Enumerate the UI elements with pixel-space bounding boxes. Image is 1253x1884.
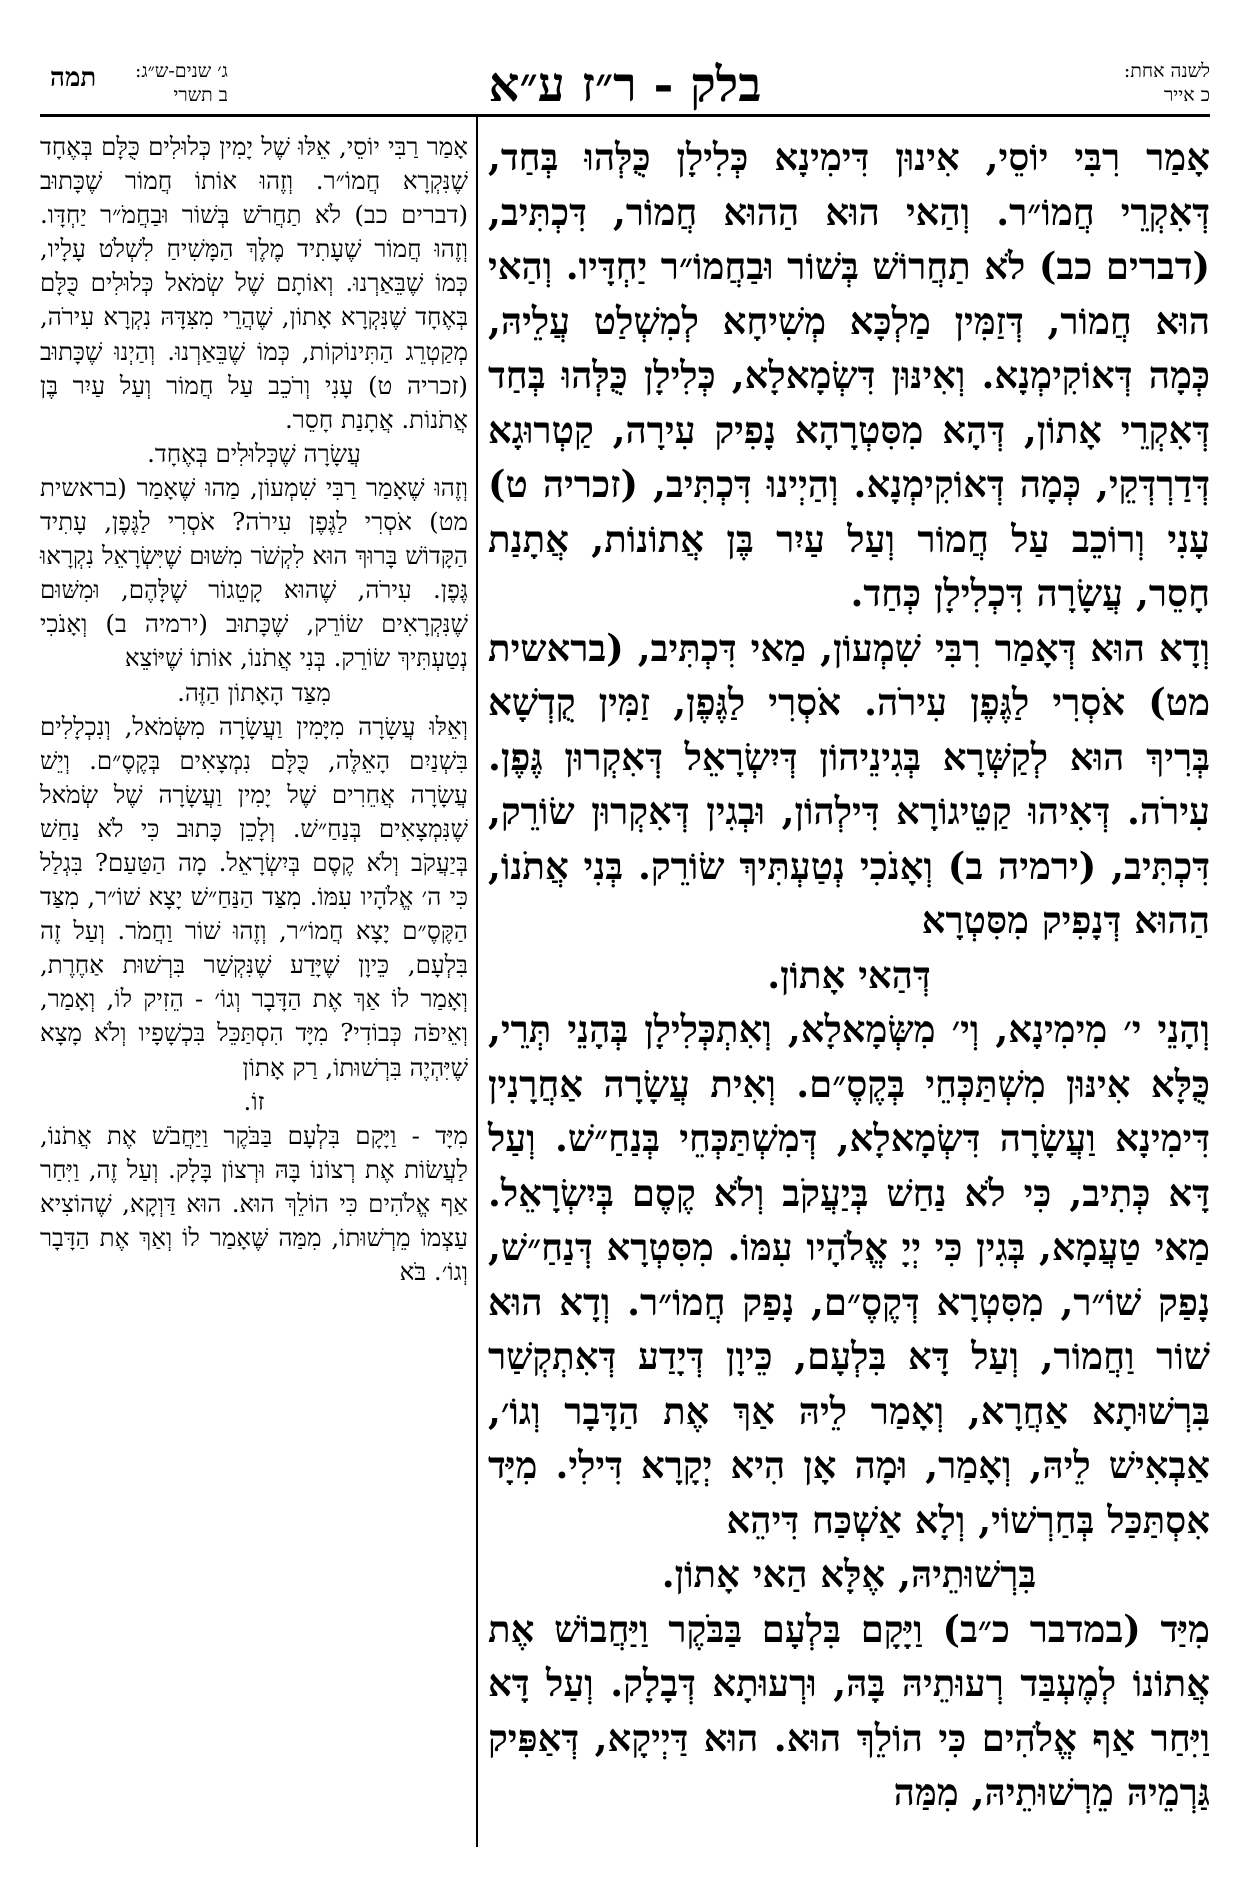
page-header [40, 55, 1210, 115]
main-paragraph: אָמַר רִבִּי יוֹסֵי, אִינוּן דִּימִינָא כְּלִילָן כֻּלְּהוּ בְּחַד, דְּאִקְרֵי חֲמוֹ״ר. וְהַאי הוּא הַהוּא חֲמוֹר, דִּכְתִּיב, (דברים כב) לֹא תַחֲרוֹשׁ בְּשׁוֹר וּבַחֲמוֹ״ר יַחְדָּיו. וְהַאי הוּא חֲמוֹר, דְּזַמִּין מַלְכָּא מְשִׁיחָא לְמִשְׁלַט עֲלֵיהּ, כְּמָה דְּאוֹקִימְנָא. וְאִינּוּן דִּשְׂמָאלָא, כְּלִילָן כֻּלְּהוּ בְּחַד דְּאִקְרֵי אָתוֹן, דְּהָא מִסִּטְרָהָא נָפִיק עִירָה, קַטְרוּגָא דְּדַרְדְּקֵי, כְּמָה דְּאוֹקִימְנָא. וְהַיְינוּ דִּכְתִּיב, (זכריה ט) עָנִי וְרוֹכֵב עַל חֲמוֹר וְעַל עַיִר בֶּן אֲתוֹנוֹת, אֲתָנַת חָסֵר, עֲשָׂרָה דִּכְלִילָן כְּחַד. [488, 135, 1210, 615]
translation-paragraph: וְזֶהוּ שֶׁאָמַר רַבִּי שִׁמְעוֹן, מַהוּ שֶׁאָמַר (בראשית מט) אֹסְרִי לַגֶּפֶן עִירֹה? אֹסְרִי לַגֶּפֶן, עָתִיד הַקָּדוֹשׁ בָּרוּךְ הוּא לִקְשֹׁר מִשּׁוּם שֶׁיִּשְׂרָאֵל נִקְרָאוּ גֶּפֶן. עִירֹה, שֶׁהוּא קָטֵגוֹר שֶׁלָּהֶם, וּמִשּׁוּם שֶׁנִּקְרָאִים שׂוֹרֵק, שֶׁכָּתוּב (ירמיה ב) וְאָנֹכִי נְטַעְתִּיךְ שׂוֹרֵק. בְּנִי אֲתֹנוֹ, אוֹתוֹ שֶׁיּוֹצֵא [40, 472, 468, 673]
schedule-one-year-label: לשנה אחת: [1123, 60, 1210, 82]
translation-paragraph: וְאֵלּוּ עֲשָׂרָה מִיָּמִין וַעֲשָׂרָה מִשְּׂמֹאל, וְנִכְלָלִים בִּשְׁנַיִם הָאֵלֶּה, כֻּלָּם נִמְצָאִים בְּקֶסֶ״ם. וְיֵשׁ עֲשָׂרָה אֲחֵרִים שֶׁל יָמִין וַעֲשָׂרָה שֶׁל שְׂמֹאל שֶׁנִּמְצָאִים בְּנַחַ״שׁ. וְלָכֵן כָּתוּב כִּי לֹא נַחַשׁ בְּיַעֲקֹב וְלֹא קֶסֶם בְּיִשְׂרָאֵל. מָה הַטַּעַם? בִּגְלַל כִּי ה׳ אֱלֹהָיו עִמּוֹ. מִצַּד הַנַּחַ״שׁ יָצָא שׁוֹ״ר, מִצַּד הַקֶּסֶ״ם יָצָא חֲמוֹ״ר, וְזֶהוּ שׁוֹר וַחֲמֹר. וְעַל זֶה בִּלְעָם, כֵּיוָן שֶׁיָּדַע שֶׁנִּקְשַׁר בִּרְשׁוּת אַחֶרֶת, וְאָמַר לוֹ אַךְ אֶת הַדָּבָר וְגוֹ׳ - הֵזִיק לוֹ, וְאָמַר, וְאֵיפֹה כְּבוֹדִי? מִיָּד הִסְתַּכֵּל בִּכְשָׁפָיו וְלֹא מָצָא שֶׁיִּהְיֶה בִּרְשׁוּתוֹ, רַק אָתוֹן [40, 711, 468, 1082]
translation-paragraph-tail: מִצַּד הָאָתוֹן הַזֶּה. [177, 677, 331, 707]
schedule-one-year-date: כ אייר [1163, 84, 1210, 106]
main-paragraph: מִיַּד (במדבר כ״ב) וַיָּקָם בִּלְעָם בַּבֹּקֶר וַיַּחֲבוֹשׁ אֶת אֲתוֹנוֹ לְמֶעְבַּד רְעוּתֵיהּ בָּהּ, וּרְעוּתָא דְּבָלָק. וְעַל דָּא וַיִּחַר אַף אֱלֹהִים כִּי הוֹלֵךְ הוּא. הוּא דַּיְיקָא, דְּאַפִּיק גַּרְמֵיהּ מֵרְשׁוּתֵיהּ, מִמַּה [488, 1606, 1210, 1814]
schedule-three-years-date: ב תשרי [173, 84, 228, 106]
schedule-three-years-label: ג׳ שנים-ש״ג: [135, 60, 228, 82]
main-paragraph-tail: בִּרְשׁוּתֵיהּ, אֶלָּא הַאי אָתוֹן. [661, 1552, 1037, 1596]
translation-column [40, 130, 468, 1850]
schedule-one-year [1124, 59, 1210, 107]
translation-paragraph-tail: זוֹ. [243, 1086, 265, 1116]
page-number: תמה [50, 63, 97, 93]
page-title: בלק - ר״ז ע״א [488, 57, 762, 113]
main-paragraph: וְהָנֵי י׳ מִימִינָא, וְי׳ מִשְּׂמָאלָא, וְאִתְכְּלִילָן בְּהָנֵי תְּרֵי, כֻּלָּא אִינּוּן מִשְׁתַּכְּחֵי בְּקֶסֶ״ם. וְאִית עֲשָׂרָה אַחֲרָנִין דִּימִינָא וַעֲשָׂרָה דִּשְׂמָאלָא, דְּמִשְׁתַּכְּחֵי בְּנַחַ״שׁ. וְעַל דָּא כְּתִיב, כִּי לֹא נַחַשׁ בְּיַעֲקֹב וְלֹא קֶסֶם בְּיִשְׂרָאֵל. מַאי טַעֲמָא, בְּגִין כִּי יְיָ אֱלֹהָיו עִמּוֹ. מִסִּטְרָא דְּנַחַ״שׁ, נָפַק שׁוֹ״ר, מִסִּטְרָא דְּקֶסֶ״ם, נָפַק חֲמוֹ״ר. וְדָא הוּא שׁוֹר וַחֲמוֹר, וְעַל דָּא בִּלְעָם, כֵּיוָן דְּיָדַע דְּאִתְקְשַׁר בִּרְשׁוּתָא אַחֲרָא, וְאָמַר לֵיהּ אַךְ אֶת הַדָּבָר וְגוֹ׳, אַבְאִישׁ לֵיהּ, וְאָמַר, וּמָה אָן הִיא יְקָרָא דִּילִי. מִיָּד אִסְתַּכַּל בְּחַרְשׁוֹי, וְלָא אַשְׁכַּח דִּיהֵא [488, 1007, 1210, 1542]
main-text-column [488, 130, 1210, 1850]
header-rule [40, 114, 1210, 117]
translation-paragraph: אָמַר רַבִּי יוֹסֵי, אֵלּוּ שֶׁל יָמִין כְּלוּלִים כֻּלָּם בְּאֶחָד שֶׁנִּקְרָא חֲמוֹ״ר. וְזֶהוּ אוֹתוֹ חֲמוֹר שֶׁכָּתוּב (דברים כב) לֹא תַחֲרֹשׁ בְּשׁוֹר וּבַחֲמֹ״ר יַחְדָּו. וְזֶהוּ חֲמוֹר שֶׁעָתִיד מֶלֶךְ הַמָּשִׁיחַ לִשְׁלֹט עָלָיו, כְּמוֹ שֶׁבֵּאַרְנוּ. וְאוֹתָם שֶׁל שְׂמֹאל כְּלוּלִים כֻּלָּם בְּאֶחָד שֶׁנִּקְרָא אָתוֹן, שֶׁהֲרֵי מִצִּדָּהּ נִקְרָא עִירֹה, מְקַטְרֵג הַתִּינוֹקוֹת, כְּמוֹ שֶׁבֵּאַרְנוּ. וְהַיְנוּ שֶׁכָּתוּב (זכריה ט) עָנִי וְרֹכֵב עַל חֲמוֹר וְעַל עַיִר בֶּן אֲתֹנוֹת. אֲתָנַת חָסֵר. [40, 132, 468, 434]
translation-paragraph-tail: עֲשָׂרָה שֶׁכְּלוּלִים בְּאֶחָד. [147, 438, 361, 468]
main-paragraph: וְדָא הוּא דְּאָמַר רִבִּי שִׁמְעוֹן, מַאי דִּכְתִּיב, (בראשית מט) אֹסְרִי לַגֶּפֶן עִירֹה. אֹסְרִי לַגֶּפֶן, זַמִּין קֻדְשָׁא בְּרִיךְ הוּא לְקַשְּׁרָא בְּגִינֵיהוֹן דְּיִשְׂרָאֵל דְּאִקְרוּן גֶּפֶן. עִירֹה. דְּאִיהוּ קַטֵּיגוֹרָא דִּילְהוֹן, וּבְגִין דְּאִקְרוּן שׂוֹרֵק, דִּכְתִּיב, (ירמיה ב) וְאָנֹכִי נְטַעְתִּיךְ שׂוֹרֵק. בְּנִי אֲתֹנוֹ, הַהוּא דְּנָפִיק מִסִּטְרָא [488, 625, 1210, 942]
main-paragraph-tail: דְּהַאי אָתוֹן. [767, 952, 931, 997]
column-divider [476, 117, 478, 1847]
translation-paragraph: מִיָּד - וַיָּקָם בִּלְעָם בַּבֹּקֶר וַיַּחֲבֹשׁ אֶת אֲתֹנוֹ, לַעֲשׂוֹת אֶת רְצוֹנוֹ בָּהּ וּרְצוֹן בָּלָק. וְעַל זֶה, וַיִּחַר אַף אֱלֹהִים כִּי הוֹלֵךְ הוּא. הוּא דַּוְקָא, שֶׁהוֹצִיא עַצְמוֹ מֵרְשׁוּתוֹ, מִמַּה שֶּׁאָמַר לוֹ וְאַךְ אֶת הַדָּבָר וְגוֹ׳. בֹּא [40, 1120, 468, 1287]
